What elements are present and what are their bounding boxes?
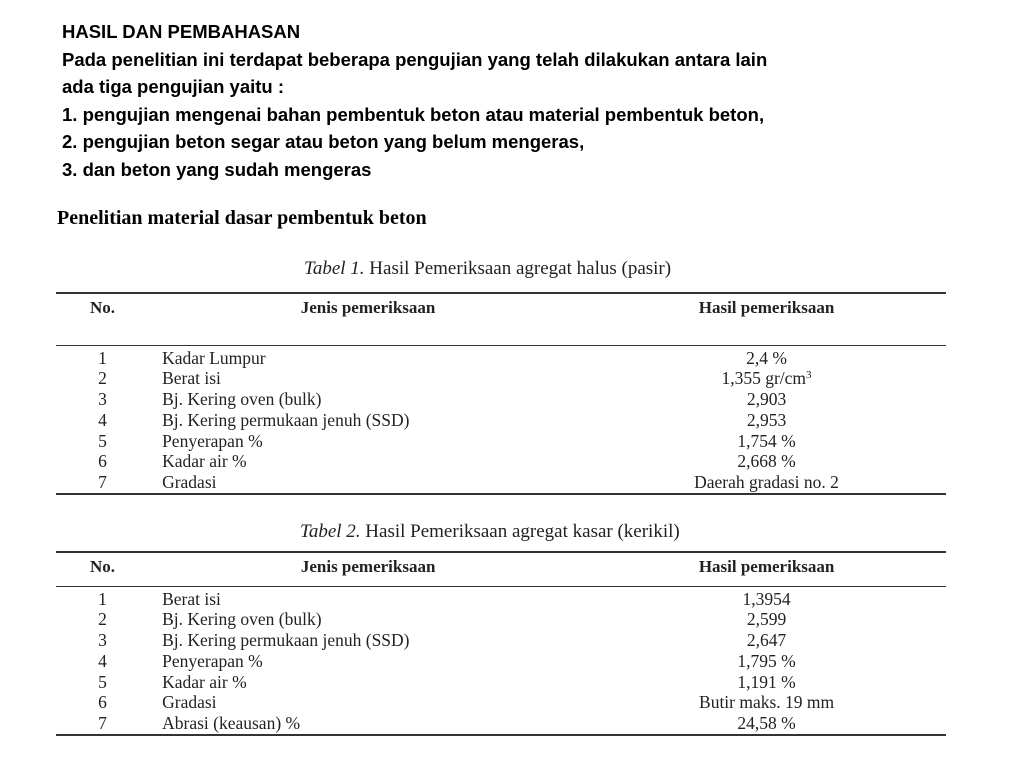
cell-hasil-value: 1,3954 [742, 588, 791, 609]
table-row [56, 609, 946, 630]
table-row [56, 472, 946, 494]
cell-jenis: Gradasi [162, 692, 217, 713]
cell-hasil [587, 451, 946, 472]
cell-hasil [587, 431, 946, 452]
intro-line: 1. pengujian mengenai bahan pembentuk beton atau material pembentuk beton, [62, 103, 765, 125]
cell-jenis: Abrasi (keausan) % [149, 713, 587, 735]
cell-no: 2 [98, 609, 107, 630]
table1-body [56, 345, 946, 494]
cell-hasil [587, 630, 946, 651]
cell-hasil-value: 2,903 [746, 389, 787, 410]
cell-no: 6 [98, 451, 107, 472]
cell-jenis: Bj. Kering permukaan jenuh (SSD) [162, 630, 410, 651]
intro-line: ada tiga pengujian yaitu : [62, 76, 285, 97]
table-header-row [56, 552, 946, 586]
cell-jenis: Berat isi [162, 368, 221, 389]
table-row [56, 692, 946, 713]
table-row [56, 368, 946, 389]
cell-jenis: Bj. Kering oven (bulk) [162, 389, 322, 410]
cell-no: 3 [98, 389, 107, 410]
table-header-row [56, 293, 946, 345]
cell-hasil-value: 1,795 % [737, 650, 796, 671]
intro-line: 2. pengujian beton segar atau beton yang belum mengeras, [62, 131, 585, 152]
cell-hasil [587, 410, 946, 431]
cell-no: 5 [98, 671, 107, 692]
column-header-no: No. [56, 552, 149, 586]
cell-hasil-value: 1,191 % [737, 671, 796, 692]
column-header-no: No. [56, 293, 149, 345]
table-row [56, 389, 946, 410]
cell-no: 6 [98, 692, 107, 713]
cell-hasil-value: 2,953 [746, 409, 787, 430]
table-row [56, 651, 946, 672]
column-header-hasil: Hasil pemeriksaan [587, 293, 946, 345]
cell-hasil [587, 609, 946, 630]
cell-hasil [587, 345, 946, 368]
table-row [56, 713, 946, 735]
cell-hasil [587, 651, 946, 672]
cell-hasil-value: 2,4 % [746, 347, 787, 368]
column-header-hasil: Hasil pemeriksaan [587, 552, 946, 586]
cell-jenis: Bj. Kering permukaan jenuh (SSD) [162, 409, 410, 430]
table-agregat-kasar [56, 551, 946, 736]
table-row [56, 345, 946, 368]
cell-no: 4 [98, 409, 107, 430]
intro-line: 3. dan beton yang sudah mengeras [62, 158, 372, 180]
cell-hasil [587, 472, 946, 494]
cell-jenis: Gradasi [149, 472, 587, 494]
cell-no: 1 [98, 347, 107, 368]
table-agregat-halus [56, 292, 946, 495]
table-row [56, 431, 946, 452]
cell-hasil [587, 713, 946, 735]
cell-jenis: Penyerapan % [162, 430, 263, 451]
cell-no: 7 [56, 472, 149, 494]
cell-jenis: Bj. Kering oven (bulk) [162, 609, 322, 630]
cell-hasil [587, 368, 946, 389]
cell-no: 1 [98, 588, 107, 609]
table2-caption-label: Tabel 2. [300, 521, 361, 542]
table2-caption-text: Hasil Pemeriksaan agregat kasar (kerikil) [365, 521, 680, 542]
table2-caption [300, 521, 680, 543]
intro-text-block [62, 18, 962, 183]
table2-body [56, 586, 946, 735]
table1-caption-text: Hasil Pemeriksaan agregat halus (pasir) [369, 258, 672, 279]
column-header-jenis: Jenis pemeriksaan [149, 552, 587, 586]
cell-jenis: Kadar air % [162, 451, 247, 472]
table-row [56, 451, 946, 472]
column-header-jenis: Jenis pemeriksaan [149, 293, 587, 345]
cell-no: 5 [98, 430, 107, 451]
cell-no: 2 [98, 368, 107, 389]
cell-hasil [587, 586, 946, 609]
cell-jenis: Penyerapan % [162, 650, 263, 671]
section-heading: Penelitian material dasar pembentuk beton [57, 207, 427, 229]
cell-hasil-value: 2,599 [746, 609, 787, 630]
cell-hasil-value: 24,58 % [737, 713, 796, 734]
cell-hasil-value: 1,754 % [737, 430, 796, 451]
intro-title: HASIL DAN PEMBAHASAN [62, 21, 301, 42]
table-row [56, 586, 946, 609]
cell-jenis: Kadar Lumpur [162, 347, 266, 368]
cell-hasil-value: Daerah gradasi no. 2 [694, 472, 839, 493]
cell-no: 3 [98, 630, 107, 651]
table1-caption [304, 258, 671, 280]
cell-hasil-value: Butir maks. 19 mm [699, 692, 835, 713]
cell-no: 7 [56, 713, 149, 735]
cell-hasil [587, 672, 946, 693]
cell-hasil-value: 2,647 [746, 630, 787, 651]
cell-hasil [587, 692, 946, 713]
table-row [56, 630, 946, 651]
table-row [56, 410, 946, 431]
cell-jenis: Berat isi [162, 588, 221, 609]
cell-hasil-value: 2,668 % [737, 451, 796, 472]
table1-caption-label: Tabel 1. [304, 258, 365, 279]
unit-superscript: 3 [806, 369, 812, 382]
table-row [56, 672, 946, 693]
cell-hasil-value: 1,355 gr/cm [721, 368, 807, 389]
intro-line: Pada penelitian ini terdapat beberapa pengujian yang telah dilakukan antara lain [62, 48, 768, 70]
cell-jenis: Kadar air % [162, 671, 247, 692]
cell-hasil [587, 389, 946, 410]
cell-no: 4 [98, 650, 107, 671]
